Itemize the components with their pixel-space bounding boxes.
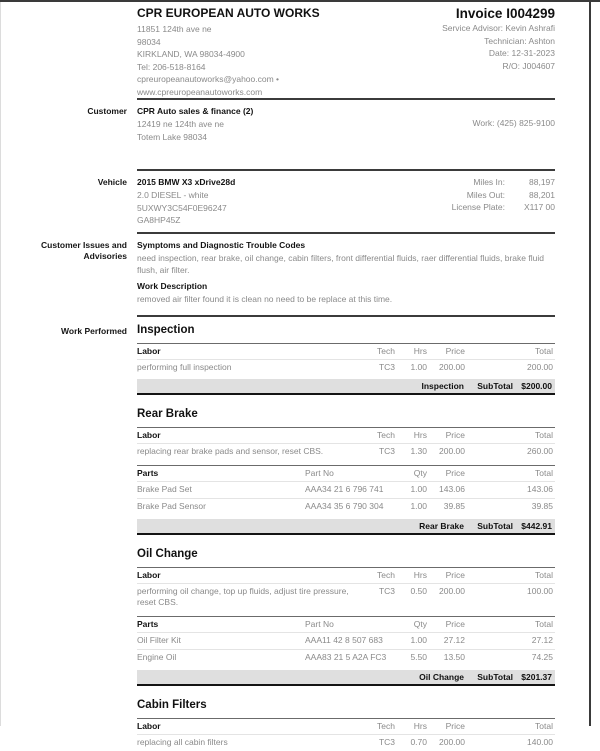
labor-cell: TC3 <box>357 734 397 751</box>
parts-row <box>137 499 555 516</box>
labor-cell: 200.00 <box>429 583 467 612</box>
column-header-labor: Labor <box>137 718 357 734</box>
symptoms-text: need inspection, rear brake, oil change, cabin filters, front differential fluids, raer differential fluids, brake fluid flush, air filter. <box>137 252 555 276</box>
column-header-price: Price <box>429 718 467 734</box>
subtotal-amount: $442.91 <box>513 521 555 531</box>
parts-cell: AAA34 35 6 790 304 <box>305 499 392 516</box>
parts-cell: 39.85 <box>467 499 555 516</box>
invoice-block <box>442 6 555 98</box>
column-header-price: Price <box>429 465 467 481</box>
labor-table <box>137 718 555 751</box>
header-label-spacer <box>0 2 127 98</box>
vehicle-info <box>137 176 235 227</box>
labor-cell: 200.00 <box>467 359 555 376</box>
table-header-row <box>137 567 555 583</box>
symptoms-heading: Symptoms and Diagnostic Trouble Codes <box>137 239 555 252</box>
column-header-total: Total <box>467 428 555 444</box>
labor-cell: 140.00 <box>467 734 555 751</box>
subtotal-amount: $201.37 <box>513 672 555 682</box>
column-header-tech: Tech <box>357 567 397 583</box>
vehicle-detail-line: 5UXWY3C54F0E96247 <box>137 202 235 215</box>
column-header-qty: Qty <box>392 616 429 632</box>
vehicle-label: Vehicle <box>0 171 127 227</box>
column-header-price: Price <box>429 616 467 632</box>
parts-row <box>137 632 555 650</box>
subtotal-bar <box>137 519 555 535</box>
column-header-tech: Tech <box>357 428 397 444</box>
labor-cell: performing oil change, top up fluids, adjust tire pressure, reset CBS. <box>137 583 357 612</box>
labor-row <box>137 734 555 751</box>
parts-cell: 74.25 <box>467 650 555 667</box>
column-header-tech: Tech <box>357 343 397 359</box>
vehicle-row <box>0 171 600 227</box>
company-address-line: 98034 <box>137 36 320 49</box>
subtotal-label: SubTotal <box>464 672 513 682</box>
labor-row <box>137 359 555 376</box>
invoice-meta-line: Technician: Ashton <box>442 35 555 48</box>
vehicle-detail-line: 2.0 DIESEL - white <box>137 189 235 202</box>
subtotal-label: SubTotal <box>464 521 513 531</box>
parts-cell: Brake Pad Set <box>137 481 305 499</box>
invoice-title: Invoice I004299 <box>442 6 555 21</box>
labor-cell: TC3 <box>357 583 397 612</box>
customer-label: Customer <box>0 100 127 143</box>
parts-cell: AAA11 42 8 507 683 <box>305 632 392 650</box>
column-header-price: Price <box>429 343 467 359</box>
parts-cell: Brake Pad Sensor <box>137 499 305 516</box>
labor-table <box>137 567 555 612</box>
labor-cell: 200.00 <box>429 444 467 461</box>
subtotal-section-name: Rear Brake <box>419 521 464 531</box>
labor-cell: 0.70 <box>397 734 429 751</box>
issues-row <box>0 234 600 309</box>
labor-cell: replacing all cabin filters <box>137 734 357 751</box>
labor-row <box>137 444 555 461</box>
vehicle-meta-value: 88,201 <box>505 189 555 202</box>
column-header-parts: Parts <box>137 616 305 632</box>
labor-cell: 1.30 <box>397 444 429 461</box>
parts-cell: 143.06 <box>467 481 555 499</box>
company-address-line: www.cpreuropeanautoworks.com <box>137 86 320 99</box>
parts-cell: 1.00 <box>392 499 429 516</box>
vehicle-name: 2015 BMW X3 xDrive28d <box>137 176 235 189</box>
table-header-row <box>137 428 555 444</box>
parts-cell: 143.06 <box>429 481 467 499</box>
invoice-meta-line: Service Advisor: Kevin Ashrafi <box>442 22 555 35</box>
work-section <box>137 407 555 535</box>
work-sections <box>137 317 555 751</box>
company-address-line: cpreuropeanautoworks@yahoo.com • <box>137 73 320 86</box>
vehicle-meta-label: License Plate: <box>452 201 505 214</box>
column-header-part-no: Part No <box>305 616 392 632</box>
parts-cell: 13.50 <box>429 650 467 667</box>
parts-cell: AAA83 21 5 A2A FC3 <box>305 650 392 667</box>
column-header-total: Total <box>467 616 555 632</box>
vehicle-detail-line: GA8HP45Z <box>137 214 235 227</box>
customer-name: CPR Auto sales & finance (2) <box>137 105 253 118</box>
parts-cell: Engine Oil <box>137 650 305 667</box>
work-section-title: Oil Change <box>137 547 555 561</box>
labor-cell: TC3 <box>357 359 397 376</box>
work-section-title: Inspection <box>137 323 555 337</box>
column-header-labor: Labor <box>137 428 357 444</box>
parts-row <box>137 481 555 499</box>
vehicle-meta-row <box>452 176 555 189</box>
subtotal-amount: $200.00 <box>513 381 555 391</box>
parts-cell: 27.12 <box>429 632 467 650</box>
parts-cell: Oil Filter Kit <box>137 632 305 650</box>
column-header-total: Total <box>467 567 555 583</box>
work-description-group <box>137 280 555 305</box>
table-header-row <box>137 718 555 734</box>
work-section <box>137 323 555 396</box>
work-section <box>137 547 555 686</box>
customer-info <box>137 105 253 143</box>
work-description-heading: Work Description <box>137 280 555 293</box>
invoice-meta-line: R/O: J004607 <box>442 60 555 73</box>
column-header-labor: Labor <box>137 567 357 583</box>
parts-cell: 27.12 <box>467 632 555 650</box>
vehicle-meta-label: Miles Out: <box>467 189 505 202</box>
labor-table <box>137 343 555 377</box>
labor-cell: 260.00 <box>467 444 555 461</box>
parts-cell: AAA34 21 6 796 741 <box>305 481 392 499</box>
parts-cell: 5.50 <box>392 650 429 667</box>
invoice-meta-line: Date: 12-31-2023 <box>442 47 555 60</box>
column-header-part-no: Part No <box>305 465 392 481</box>
column-header-parts: Parts <box>137 465 305 481</box>
parts-table <box>137 465 555 516</box>
vehicle-block <box>137 171 555 227</box>
work-section <box>137 698 555 751</box>
labor-table <box>137 427 555 461</box>
issues-label: Customer Issues and Advisories <box>0 234 127 309</box>
column-header-total: Total <box>467 465 555 481</box>
customer-address <box>137 118 253 143</box>
subtotal-bar <box>137 670 555 686</box>
subtotal-bar <box>137 379 555 395</box>
customer-block <box>137 100 555 143</box>
symptoms-group <box>137 239 555 276</box>
parts-cell: 1.00 <box>392 632 429 650</box>
company-address-line: Tel: 206-518-8164 <box>137 61 320 74</box>
vehicle-details <box>137 189 235 227</box>
customer-row <box>0 100 600 143</box>
issues-block <box>137 234 555 309</box>
subtotal-label: SubTotal <box>464 381 513 391</box>
vehicle-meta-label: Miles In: <box>473 176 505 189</box>
parts-row <box>137 650 555 667</box>
company-block <box>137 6 320 98</box>
company-address <box>137 23 320 98</box>
labor-cell: 0.50 <box>397 583 429 612</box>
column-header-tech: Tech <box>357 718 397 734</box>
labor-cell: 200.00 <box>429 734 467 751</box>
work-performed-row <box>0 317 600 751</box>
table-header-row <box>137 616 555 632</box>
customer-address-line: 12419 ne 124th ave ne <box>137 118 253 131</box>
labor-cell: TC3 <box>357 444 397 461</box>
column-header-total: Total <box>467 343 555 359</box>
company-address-line: KIRKLAND, WA 98034-4900 <box>137 48 320 61</box>
table-header-row <box>137 465 555 481</box>
work-performed-label: Work Performed <box>0 317 127 751</box>
column-header-hrs: Hrs <box>397 567 429 583</box>
vehicle-meta-row <box>452 201 555 214</box>
column-header-hrs: Hrs <box>397 718 429 734</box>
work-description-text: removed air filter found it is clean no need to be replace at this time. <box>137 293 555 305</box>
column-header-total: Total <box>467 718 555 734</box>
labor-cell: replacing rear brake pads and sensor, reset CBS. <box>137 444 357 461</box>
subtotal-section-name: Inspection <box>421 381 464 391</box>
labor-cell: 1.00 <box>397 359 429 376</box>
parts-cell: 1.00 <box>392 481 429 499</box>
page-right-edge <box>589 2 591 726</box>
company-name: CPR EUROPEAN AUTO WORKS <box>137 6 320 21</box>
vehicle-meta-value: X117 00 <box>505 201 555 214</box>
parts-cell: 39.85 <box>429 499 467 516</box>
labor-cell: 200.00 <box>429 359 467 376</box>
column-header-price: Price <box>429 567 467 583</box>
labor-row <box>137 583 555 612</box>
table-header-row <box>137 343 555 359</box>
subtotal-section-name: Oil Change <box>419 672 464 682</box>
labor-cell: performing full inspection <box>137 359 357 376</box>
customer-address-line: Totem Lake 98034 <box>137 131 253 144</box>
column-header-labor: Labor <box>137 343 357 359</box>
invoice-meta <box>442 22 555 72</box>
vehicle-meta-value: 88,197 <box>505 176 555 189</box>
header-row <box>0 2 600 98</box>
customer-phone: Work: (425) 825-9100 <box>472 118 555 143</box>
work-section-title: Cabin Filters <box>137 698 555 712</box>
column-header-hrs: Hrs <box>397 428 429 444</box>
header <box>137 2 555 98</box>
column-header-price: Price <box>429 428 467 444</box>
column-header-qty: Qty <box>392 465 429 481</box>
column-header-hrs: Hrs <box>397 343 429 359</box>
vehicle-meta-row <box>452 189 555 202</box>
labor-cell: 100.00 <box>467 583 555 612</box>
vehicle-meta <box>452 176 555 227</box>
page-left-edge <box>0 2 1 726</box>
company-address-line: 11851 124th ave ne <box>137 23 320 36</box>
parts-table <box>137 616 555 667</box>
work-section-title: Rear Brake <box>137 407 555 421</box>
